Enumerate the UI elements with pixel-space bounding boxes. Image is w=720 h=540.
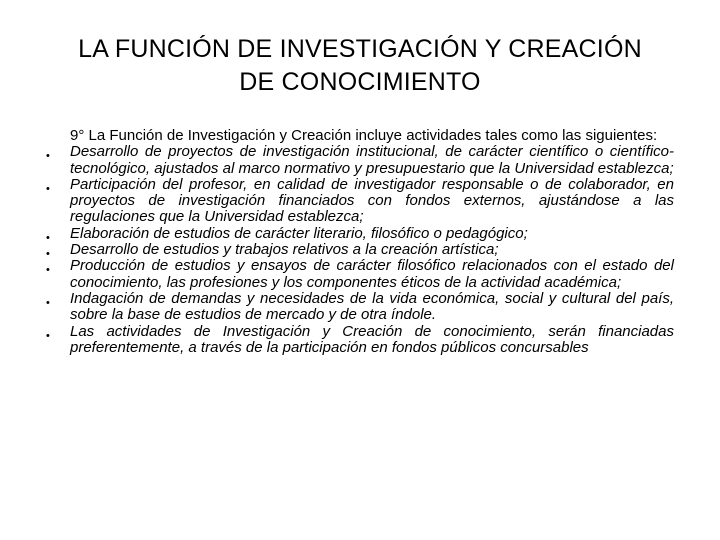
list-item: [42, 258, 674, 291]
list-item: [42, 177, 674, 226]
list-item: [42, 241, 674, 261]
bullet-icon: •: [46, 231, 50, 244]
bullet-icon: •: [46, 248, 50, 261]
list-item-text: Desarrollo de proyectos de investigación institucional, de carácter científico o científico-tecnológico, ajustados al marco normativo y presupuestario que la Universidad establezca;: [70, 143, 674, 177]
list-item: [42, 324, 674, 357]
list-item-text: Desarrollo de estudios y trabajos relativos a la creación artística;: [70, 241, 499, 259]
list-item-text: Elaboración de estudios de carácter literario, filosófico o pedagógico;: [70, 224, 528, 242]
list-item-text: Las actividades de Investigación y Creación de conocimiento, serán financiadas preferentemente, a través de la participación en fondos públicos concursables: [70, 322, 674, 356]
list-item: [42, 226, 674, 242]
title-line-1: LA FUNCIÓN DE INVESTIGACIÓN Y CREACIÓN: [78, 35, 642, 63]
bullet-icon: •: [46, 150, 50, 163]
slide-title: [30, 33, 690, 99]
bullet-icon: •: [46, 264, 50, 277]
list-item: [42, 144, 674, 177]
list-item-text: Indagación de demandas y necesidades de la vida económica, social y cultural del país, sobre la base de estudios de mercado y de otra índole.: [70, 289, 674, 324]
intro-text: 9° La Función de Investigación y Creación incluye actividades tales como las siguientes:: [70, 127, 658, 144]
list-item: [42, 291, 674, 324]
bullet-icon: •: [46, 329, 50, 342]
slide-body: [42, 128, 674, 356]
bullet-icon: •: [46, 296, 50, 309]
bullet-icon: •: [46, 182, 50, 195]
list-item-text: Participación del profesor, en calidad de investigador responsable o de colaborador, en proyectos de investigación financiados con fondos externos, ajustándose a las regulaciones que la Universidad establezca;: [70, 175, 674, 226]
list-item-text: Producción de estudios y ensayos de carácter filosófico relacionados con el estado del conocimiento, las profesiones y los componentes éticos de la actividad académica;: [70, 257, 674, 291]
activity-list: [42, 144, 674, 356]
intro-paragraph: [70, 128, 674, 144]
title-line-2: DE CONOCIMIENTO: [239, 68, 481, 96]
